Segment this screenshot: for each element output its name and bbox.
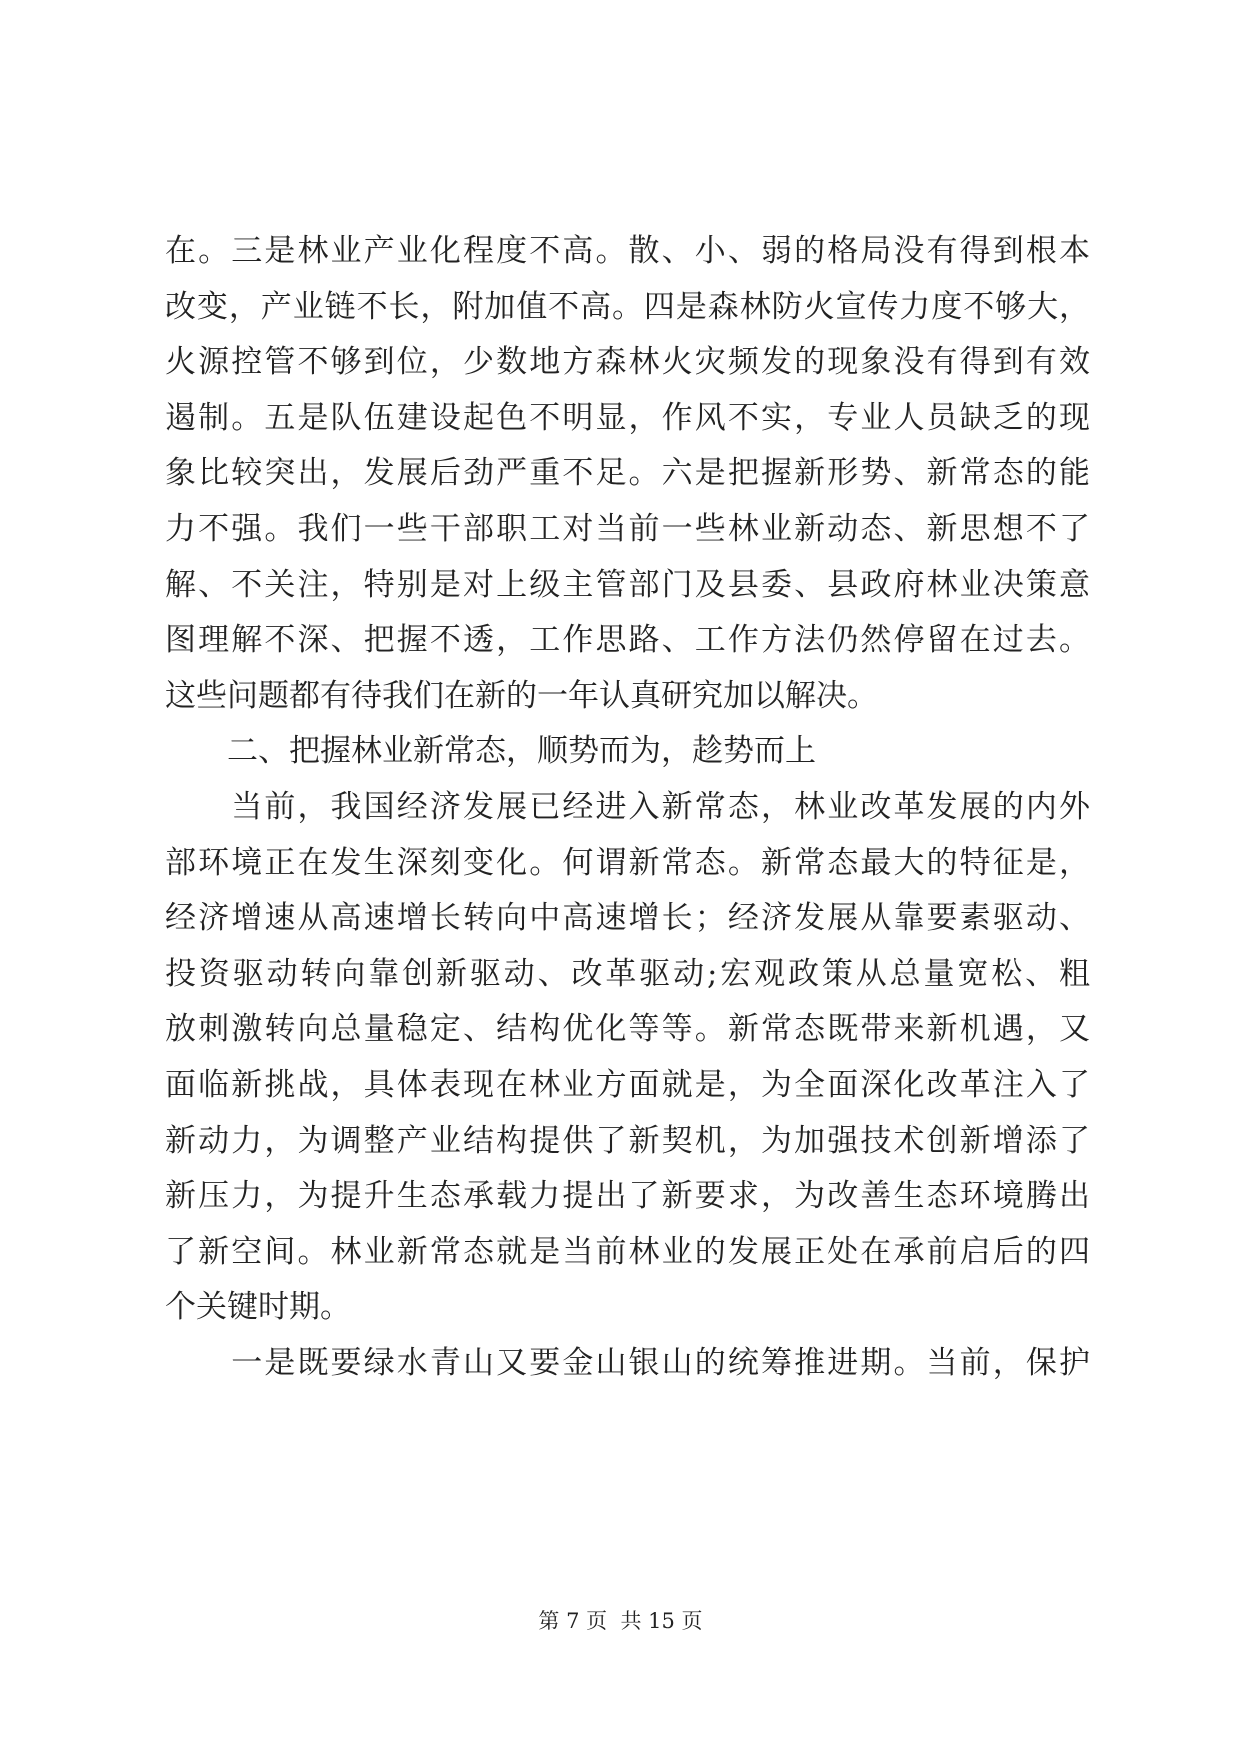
text-line-17: 新动力，为调整产业结构提供了新契机，为加强技术创新增添了 [165, 1122, 1090, 1159]
text-line-15: 放刺激转向总量稳定、结构优化等等。新常态既带来新机遇，又 [165, 1011, 1090, 1048]
text-line-5: 象比较突出，发展后劲严重不足。六是把握新形势、新常态的能 [165, 455, 1090, 492]
page-footer: 第 7 页 共 15 页 [538, 1609, 703, 1633]
text-line-3: 火源控管不够到位，少数地方森林火灾频发的现象没有得到有效 [165, 344, 1090, 381]
text-line-2: 改变，产业链不长，附加值不高。四是森林防火宣传力度不够大， [165, 288, 1090, 325]
text-line-12: 部环境正在发生深刻变化。何谓新常态。新常态最大的特征是， [165, 844, 1090, 881]
text-line-14: 投资驱动转向靠创新驱动、改革驱动;宏观政策从总量宽松、粗 [165, 955, 1090, 992]
text-line-20: 个关键时期。 [165, 1289, 351, 1326]
text-line-18: 新压力，为提升生态承载力提出了新要求，为改善生态环境腾出 [165, 1178, 1090, 1215]
text-line-13: 经济增速从高速增长转向中高速增长；经济发展从靠要素驱动、 [165, 900, 1090, 937]
text-line-6: 力不强。我们一些干部职工对当前一些林业新动态、新思想不了 [165, 510, 1090, 547]
text-line-8: 图理解不深、把握不透，工作思路、工作方法仍然停留在过去。 [165, 622, 1090, 659]
text-line-19: 了新空间。林业新常态就是当前林业的发展正处在承前启后的四 [165, 1233, 1090, 1270]
text-line-11: 当前，我国经济发展已经进入新常态，林业改革发展的内外 [165, 788, 1090, 825]
text-line-16: 面临新挑战，具体表现在林业方面就是，为全面深化改革注入了 [165, 1066, 1090, 1103]
text-line-21: 一是既要绿水青山又要金山银山的统筹推进期。当前，保护 [165, 1344, 1090, 1381]
body-text [165, 224, 1090, 1391]
section-heading: 二、把握林业新常态，顺势而为，趁势而上 [165, 733, 816, 770]
text-line-9: 这些问题都有待我们在新的一年认真研究加以解决。 [165, 677, 878, 714]
text-line-4: 遏制。五是队伍建设起色不明显，作风不实，专业人员缺乏的现 [165, 399, 1090, 436]
text-line-7: 解、不关注，特别是对上级主管部门及县委、县政府林业决策意 [165, 566, 1090, 603]
text-line-1: 在。三是林业产业化程度不高。散、小、弱的格局没有得到根本 [165, 233, 1090, 269]
